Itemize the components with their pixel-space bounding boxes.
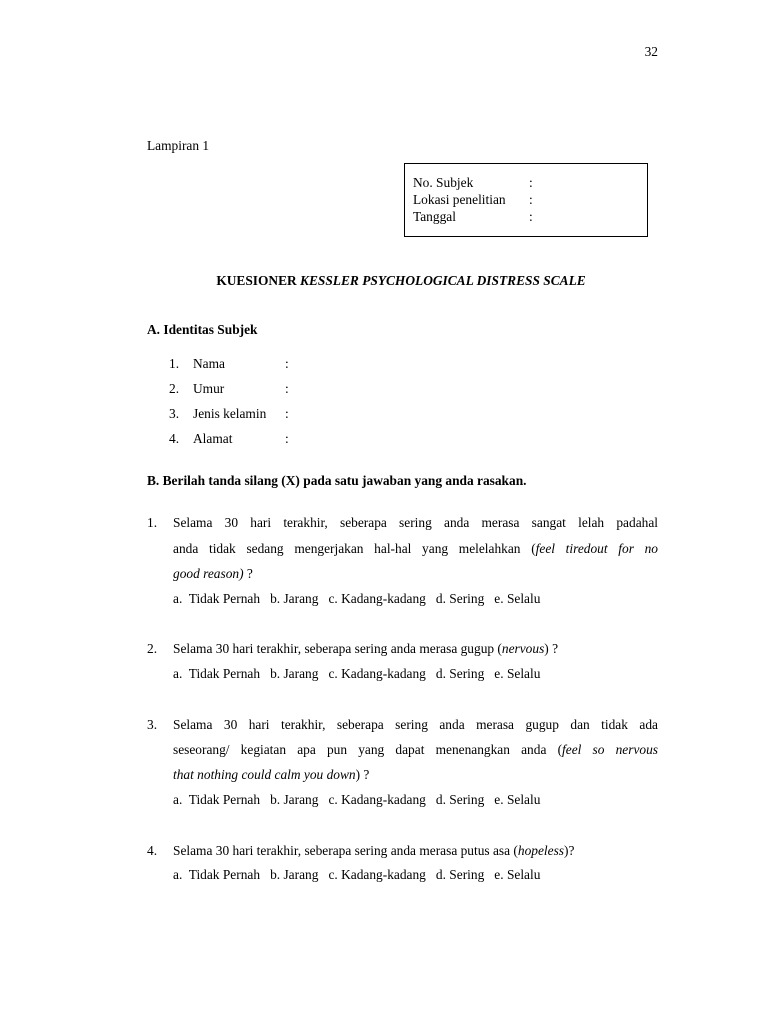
- question-3-line-3-text: ) ?: [355, 767, 370, 782]
- identity-item-colon: :: [285, 381, 289, 396]
- question-4-number: 4.: [147, 843, 158, 858]
- identity-item-number: 2.: [169, 381, 180, 396]
- identity-item-number: 3.: [169, 406, 180, 421]
- date-label: Tanggal: [413, 209, 456, 224]
- section-b-heading: B. Berilah tanda silang (X) pada satu jawaban yang anda rasakan.: [147, 473, 527, 488]
- question-3-line-1: Selama 30 hari terakhir, seberapa sering anda merasa gugup dan tidak ada: [173, 717, 658, 732]
- title-prefix: KUESIONER: [216, 273, 297, 288]
- question-2-line-1: [173, 641, 658, 657]
- question-1-line-3-italic: good reason): [173, 566, 244, 581]
- subject-number-label: No. Subjek: [413, 175, 474, 190]
- identity-item-label: Umur: [193, 381, 225, 396]
- question-2-number: 2.: [147, 641, 158, 656]
- identity-item-label: Jenis kelamin: [193, 406, 267, 421]
- question-3-line-2: [173, 742, 658, 758]
- identity-item-colon: :: [285, 406, 289, 421]
- question-1-line-3-text: ?: [243, 566, 253, 581]
- identity-item-number: 4.: [169, 431, 180, 446]
- identity-item-number: 1.: [169, 356, 180, 371]
- question-4-text: Selama 30 hari terakhir, seberapa sering anda merasa putus asa (: [173, 843, 518, 858]
- question-1-line-2: [173, 541, 658, 557]
- question-1-number: 1.: [147, 515, 158, 530]
- section-a-heading: A. Identitas Subjek: [147, 322, 258, 337]
- questionnaire-title: [147, 273, 655, 289]
- identity-item-label: Alamat: [193, 431, 233, 446]
- appendix-label: Lampiran 1: [147, 138, 210, 153]
- question-1-line-3: [173, 566, 658, 582]
- question-3-line-3: [173, 767, 658, 783]
- page-number: 32: [644, 44, 658, 59]
- question-2-text: Selama 30 hari terakhir, seberapa sering anda merasa gugup (: [173, 641, 502, 656]
- question-2-italic: nervous: [501, 641, 545, 656]
- question-1-options: a. Tidak Pernah b. Jarang c. Kadang-kadang d. Sering e. Selalu: [173, 591, 541, 606]
- date-colon: :: [529, 209, 533, 224]
- research-location-colon: :: [529, 192, 533, 207]
- title-italic: KESSLER PSYCHOLOGICAL DISTRESS SCALE: [300, 273, 586, 288]
- question-3-line-2-text: seseorang/ kegiatan apa pun yang dapat menenangkan anda (: [173, 742, 563, 757]
- identity-item-label: Nama: [193, 356, 225, 371]
- question-4-line-1: [173, 843, 658, 859]
- question-1-line-1: Selama 30 hari terakhir, seberapa sering anda merasa sangat lelah padahal: [173, 515, 658, 530]
- subject-info-box: [404, 163, 648, 237]
- question-2-end: ) ?: [544, 641, 559, 656]
- question-1-line-2-italic: feel tiredout for no: [535, 541, 658, 556]
- question-3-line-2-italic: feel so nervous: [562, 742, 658, 757]
- question-4-italic: hopeless: [517, 843, 564, 858]
- question-3-line-3-italic: that nothing could calm you down: [173, 767, 356, 782]
- question-2-options: a. Tidak Pernah b. Jarang c. Kadang-kadang d. Sering e. Selalu: [173, 666, 541, 681]
- identity-item-colon: :: [285, 356, 289, 371]
- subject-number-colon: :: [529, 175, 533, 190]
- research-location-label: Lokasi penelitian: [413, 192, 506, 207]
- question-3-options: a. Tidak Pernah b. Jarang c. Kadang-kadang d. Sering e. Selalu: [173, 792, 541, 807]
- question-1-line-2-text: anda tidak sedang mengerjakan hal-hal yang melelahkan (: [173, 541, 536, 556]
- question-4-end: )?: [564, 843, 575, 858]
- question-4-options: a. Tidak Pernah b. Jarang c. Kadang-kadang d. Sering e. Selalu: [173, 867, 541, 882]
- identity-item-colon: :: [285, 431, 289, 446]
- question-3-number: 3.: [147, 717, 158, 732]
